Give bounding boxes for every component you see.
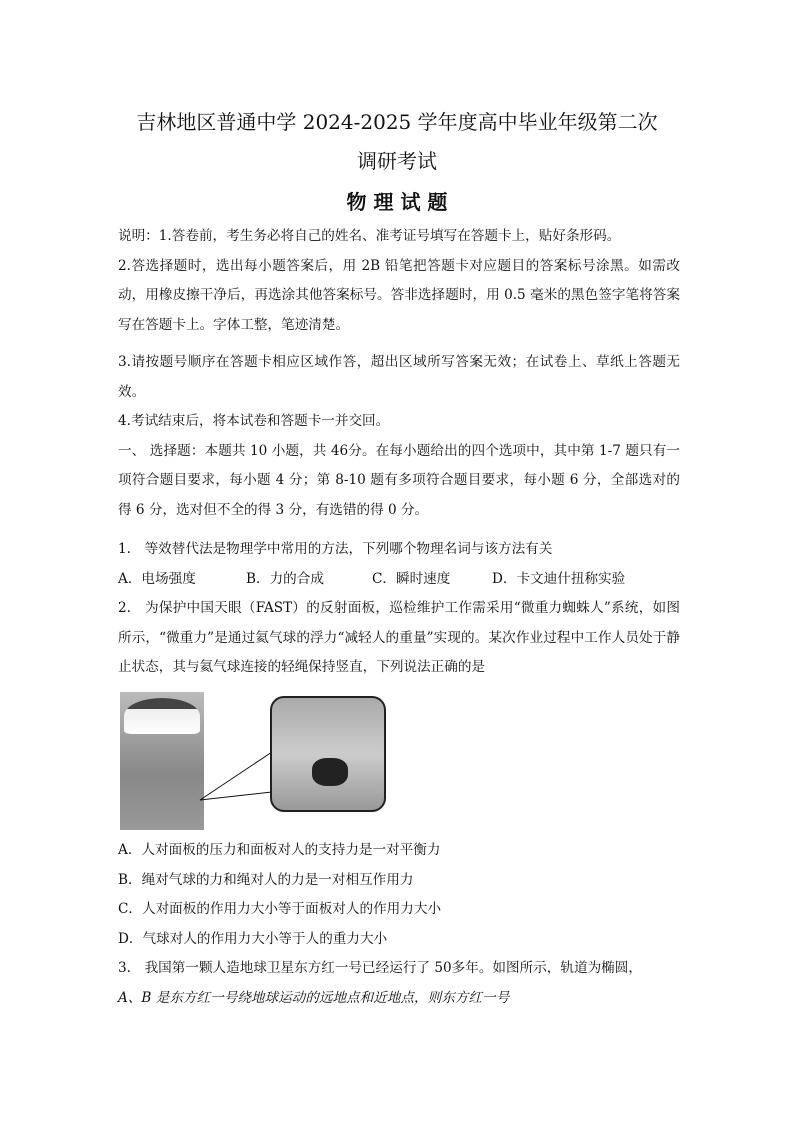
section-heading: 一、 选择题：本题共 10 小题，共 46分。在每小题给出的四个选项中，其中第 1-7 题只有一项符合题目要求，每小题 4 分；第 8-10 题有多项符合题目要求，每小题 6 分，全部选对的得 6 分，选对但不全的得 3 分，有选错的得 0 分。 [118, 442, 680, 518]
instruction-2: 2.答选择题时，选出每小题答案后，用 2B 铅笔把答题卡对应题目的答案标号涂黑。如需改动，用橡皮擦干净后，再选涂其他答案标号。答非选择题时，用 0.5 毫米的黑色签字笔将答案写在答题卡上。字体工整，笔迹清楚。 [118, 257, 680, 333]
question-2-options [118, 836, 680, 1013]
question-3-stem: 3. 我国第一颗人造地球卫星东方红一号已经运行了 50多年。如图所示，轨道为椭圆， [118, 960, 642, 976]
q1-option-b: B．力的合成 [246, 570, 324, 587]
q2-option-b: B．绳对气球的力和绳对人的力是一对相互作用力 [118, 871, 414, 888]
title-line2: 调研考试 [357, 149, 437, 173]
question-1-options [118, 565, 680, 595]
question-1-stem: 1. 等效替代法是物理学中常用的方法，下列哪个物理名词与该方法有关 [118, 541, 553, 557]
q2-option-a: A．人对面板的压力和面板对人的支持力是一对平衡力 [118, 842, 441, 858]
q2-option-c: C．人对面板的作用力大小等于面板对人的作用力大小 [118, 901, 442, 917]
q1-option-a: A．电场强度 [118, 570, 196, 587]
q1-option-c: C．瞬时速度 [372, 570, 451, 587]
q2-option-d: D．气球对人的作用力大小等于人的重力大小 [118, 930, 388, 947]
question-2-stem: 2. 为保护中国天眼（FAST）的反射面板，巡检维护工作需采用“微重力蜘蛛人”系统，如图所示，“微重力”是通过氦气球的浮力“减轻人的重量”实现的。某次作业过程中工作人员处于静止状态，其与氦气球连接的轻绳保持竖直，下列说法正确的是 [118, 600, 680, 675]
q1-option-d: D．卡文迪什扭称实验 [492, 570, 626, 587]
question-3-stem-2: A、B 是东方红一号绕地球运动的远地点和近地点，则东方红一号 [118, 989, 510, 1006]
title-line1: 吉林地区普通中学 2024-2025 学年度高中毕业年级第二次 [136, 110, 658, 134]
instruction-4: 4.考试结束后，将本试卷和答题卡一并交回。 [118, 413, 390, 429]
instructions [118, 222, 680, 683]
zoomed-inset-photo [270, 696, 386, 812]
spider-man-figure [120, 692, 385, 832]
instruction-1: 说明：1.答卷前，考生务必将自己的姓名、准考证号填写在答题卡上，贴好条形码。 [118, 228, 621, 244]
subject-title: 物 理 试 题 [346, 190, 448, 214]
instruction-3: 3.请按题号顺序在答题卡相应区域作答，超出区域所写答案无效；在试卷上、草纸上答题无效。 [118, 354, 680, 400]
